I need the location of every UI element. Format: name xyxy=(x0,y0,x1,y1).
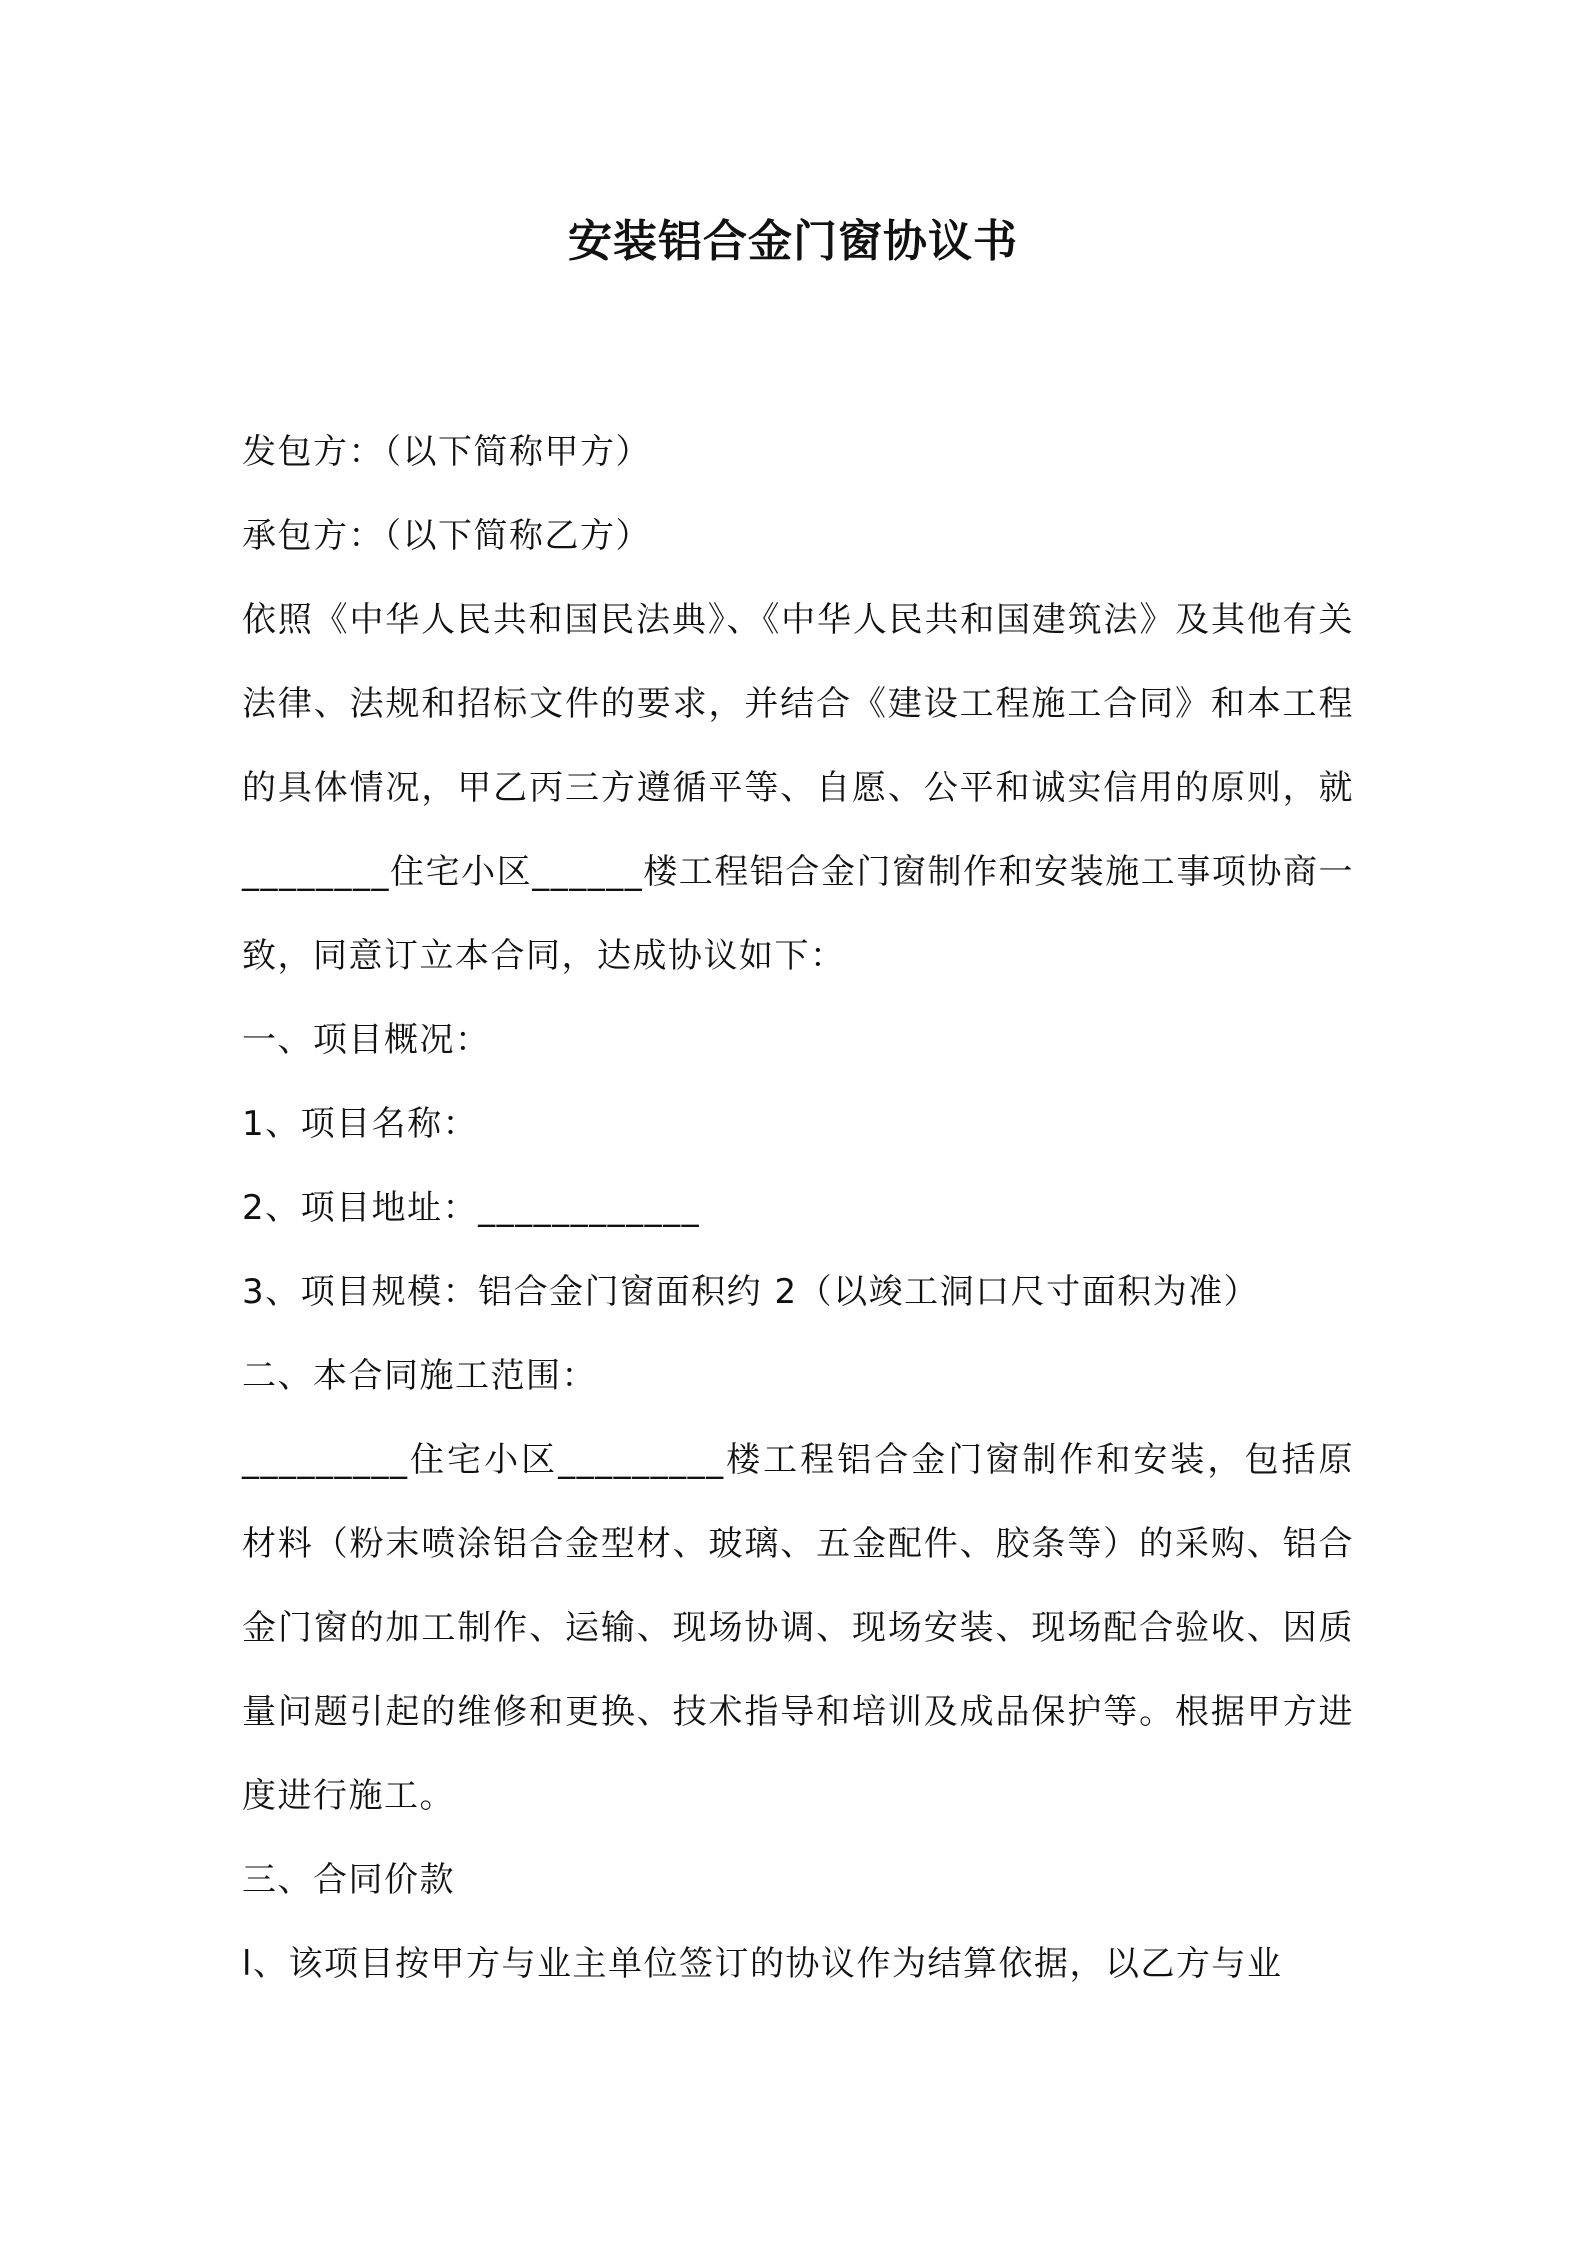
party-b-line: 承包方：（以下简称乙方） xyxy=(242,516,651,556)
project-name-line: 1、项目名称： xyxy=(242,1104,479,1144)
document-body xyxy=(242,410,1354,2006)
preamble-paragraph: 依照《中华人民共和国民法典》、《中华人民共和国建筑法》及其他有关法律、法规和招标文件的要求，并结合《建设工程施工合同》和本工程的具体情况，甲乙丙三方遵循平等、自愿、公平和诚实信用的原则，就________住宅小区______楼工程铝合金门窗制作和安装施工事项协商一致，同意订立本合同，达成协议如下： xyxy=(242,600,1354,976)
section-heading-2: 二、本合同施工范围： xyxy=(242,1356,597,1396)
document-title: 安装铝合金门窗协议书 xyxy=(568,216,1018,267)
scope-paragraph: _________住宅小区_________楼工程铝合金门窗制作和安装，包括原材料（粉末喷涂铝合金型材、玻璃、五金配件、胶条等）的采购、铝合金门窗的加工制作、运输、现场协调、现场安装、现场配合验收、因质量问题引起的维修和更换、技术指导和培训及成品保护等。根据甲方进度进行施工。 xyxy=(242,1440,1354,1816)
section-heading-1: 一、项目概况： xyxy=(242,1020,491,1060)
project-scale-line: 3、项目规模：铝合金门窗面积约 2（以竣工洞口尺寸面积为准） xyxy=(242,1272,1260,1312)
party-a-line: 发包方：（以下简称甲方） xyxy=(242,432,651,472)
section-heading-3: 三、合同价款 xyxy=(242,1860,455,1900)
price-clause-1: l、该项目按甲方与业主单位签订的协议作为结算依据，以乙方与业 xyxy=(242,1944,1283,1984)
project-address-line: 2、项目地址：____________ xyxy=(242,1188,701,1228)
